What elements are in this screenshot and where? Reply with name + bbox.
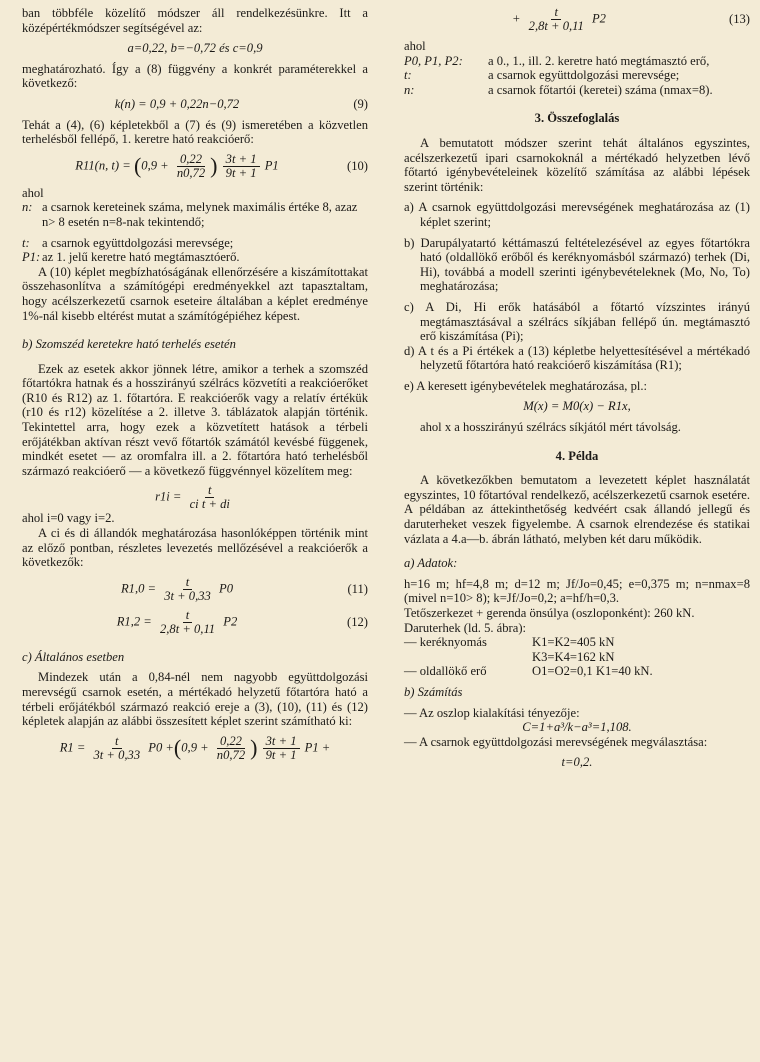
def-p-text: a 0., 1., ill. 2. keretre ható megtámasztó erő, <box>488 53 710 68</box>
eqr-den: ci t + di <box>189 497 230 512</box>
lateral-force-value: O1=O2=0,1 K1=40 kN. <box>532 664 653 679</box>
eq10-fraction-1 <box>174 153 208 180</box>
eqr-fraction <box>187 484 233 511</box>
calc-equation-1: C=1+a³/k−a³=1,108. <box>522 720 632 735</box>
def-p-symbols: P0, P1, P2: <box>404 53 463 68</box>
equation-12 <box>22 609 368 636</box>
paragraph-7: A ci és di állandók meghatározása hasonlóképpen történik mint az előző pontban, részletes levezetés mellőzésével a reakcióerők a következők: <box>22 526 368 570</box>
eq13-p1: P1 + <box>304 740 331 755</box>
right-column <box>404 6 750 770</box>
definitions-3 <box>404 54 750 98</box>
equation-11-number: (11) <box>347 582 368 597</box>
eq10-lhs: R11(n, t) = <box>75 158 134 173</box>
eq13-f2-den: n0,72 <box>216 747 246 762</box>
data-line-3: Daruterhek (ld. 5. ábra): <box>404 620 527 635</box>
eq12-lhs: R1,2 = <box>116 614 152 629</box>
data-line-1: h=16 m; hf=4,8 m; d=12 m; Jf/Jo=0,45; e=0,375 m; n=nmax=8 (mivel n=10> 8); k=Jf/Jo=0,2; a=hf/h=0,3. <box>404 576 750 606</box>
eq10-f2-num: 3t + 1 <box>223 153 260 167</box>
equation-10 <box>22 153 368 180</box>
paragraph-4: A (10) képlet megbízhatóságának ellenőrzésére a kiszámítottakat összehasonlítva a számítógépi eredményekkel azt tapasztaltam, hogy acélszerkezetű csarnok eseteire általában a képlet eredménye 1%-nál kisebb eltérést mutat a számítógépiéhez képest. <box>22 264 368 323</box>
equation-9-body: k(n) = 0,9 + 0,22n−0,72 <box>114 96 240 111</box>
eq13-f3-num: 3t + 1 <box>263 735 300 749</box>
eq13-f1-num: t <box>112 735 122 749</box>
def-n2-text: a csarnok főtartói (keretei) száma (nmax=8). <box>488 82 713 97</box>
eq13-const: 0,9 + <box>181 740 209 755</box>
paragraph-6: ahol i=0 vagy i=2. <box>22 511 115 526</box>
paragraph-9: A bemutatott módszer szerint tehát általános egyszintes, acélszerkezetű ipari csarnokoknál a mértékadó helyzetben lévő főtartó igénybevételeinek közelítő számítása az alábbi lépések szerint történik: <box>404 135 750 194</box>
equation-9 <box>22 97 368 112</box>
paragraph-3: Tehát a (4), (6) képletekből a (7) és (9) ismeretében a közvetlen terhelésből fellépő, 1. keretre ható reakcióerő: <box>22 117 368 147</box>
section-b-heading: b) Szomszéd keretekre ható terhelés esetén <box>22 337 236 352</box>
def-t-symbol: t: <box>22 235 30 250</box>
paragraph-5: Ezek az esetek akkor jönnek létre, amikor a terhek a szomszéd főtartókra hatnak és a hosszirányú szélrács közvetíti a reakcióerőket (R10 és R12) az 1. főtartóra. E reakcióerők vagy a relatív értékük (r10 és r12) közelítése a 2. illetve 3. táblázatok alapján történik. Tekintettel arra, hogy ezek a közvetített hatások a térbeli erőjátékban aktívan részt vevő főtartók számától kevésbé függenek, mindkét esetet — az oromfalra ill. a 2. főtartóra ható terhelésből származó reakcióerő — a következő függvénnyel közelítem meg: <box>22 361 368 478</box>
eq10-f1-den: n0,72 <box>176 165 206 180</box>
wheel-load-label: — keréknyomás <box>404 635 487 650</box>
section-3-heading: 3. Összefoglalás <box>534 111 620 126</box>
wheel-load-value-2: K3=K4=162 kN <box>532 649 615 664</box>
eq13-f1-den: 3t + 0,33 <box>93 747 141 762</box>
where-label-1: ahol <box>22 185 44 200</box>
eq11-den: 3t + 0,33 <box>164 588 211 603</box>
list-item-a: a) A csarnok együttdolgozási merevségének meghatározása az (1) képlet szerint; <box>404 200 750 229</box>
def-n-text: a csarnok kereteinek száma, melynek maximális értéke 8, azaz n> 8 esetén n=8-nak tekintendő; <box>42 200 358 229</box>
data-line-2: Tetőszerkezet + gerenda önsúlya (oszloponként): 260 kN. <box>404 606 695 620</box>
calc-line-2: — A csarnok együttdolgozási merevségének megválasztása: <box>404 734 708 749</box>
equation-13-part-2 <box>404 6 750 33</box>
eq13-lhs: R1 = <box>59 740 86 755</box>
eq10-fraction-2 <box>223 153 260 180</box>
def-p1-symbol: P1: <box>22 250 41 265</box>
equation-11 <box>22 576 368 603</box>
eq12-rhs: P2 <box>223 614 238 629</box>
equation-12-number: (12) <box>347 615 368 630</box>
eq13b-plus: + <box>512 11 521 26</box>
eq13b-fraction <box>526 6 587 33</box>
eq11-fraction <box>161 576 214 603</box>
eq10-rhs: P1 <box>264 158 279 173</box>
eqr-num: t <box>205 484 215 498</box>
lateral-force-label: — oldallökő erő <box>404 664 487 679</box>
eq12-den: 2,8t + 0,11 <box>159 621 216 636</box>
paragraph-2: meghatározható. Így a (8) függvény a konkrét paraméterekkel a következő: <box>22 61 368 91</box>
list-item-e: e) A keresett igénybevételek meghatározása, pl.: <box>404 378 648 393</box>
eq11-num: t <box>183 576 193 590</box>
def-t-text: a csarnok együttdolgozási merevsége; <box>42 235 234 250</box>
equation-13-body: R1 = $\frac{t}{3t + 0,33}$ P0 +(0,9 + $\frac{0,22}{n0,72}$ ) $\frac{3t + 1}{9t + 1}$ P1 + <box>59 733 331 762</box>
paragraph-1: ban többféle közelítő módszer áll rendelkezésünkre. Itt a középértékmódszer segítségével az: <box>22 6 368 35</box>
eq13-fraction-3 <box>263 735 300 762</box>
definitions-2 <box>22 236 368 265</box>
eq12-num: t <box>183 609 193 623</box>
eq13b-num: t <box>551 6 561 20</box>
crane-loads <box>404 635 750 679</box>
def-n-symbol: n: <box>22 200 33 215</box>
equation-9-number: (9) <box>353 96 368 111</box>
section-b2-heading: b) Számítás <box>404 684 463 699</box>
calc-line-1: — Az oszlop kialakítási tényezője: <box>404 705 580 720</box>
calc-equation-2: t=0,2. <box>561 755 593 770</box>
eq13-f2-num: 0,22 <box>217 735 245 749</box>
eq10-const: 0,9 + <box>141 158 169 173</box>
equation-r <box>22 484 368 511</box>
equation-params: a=0,22, b=−0,72 és c=0,9 <box>127 41 263 56</box>
section-4-heading: 4. Példa <box>555 448 599 463</box>
section-c-heading: c) Általános esetben <box>22 649 125 664</box>
def-t2-text: a csarnok együttdolgozási merevsége; <box>488 68 680 83</box>
definitions-1 <box>22 200 368 229</box>
def-n2-symbol: n: <box>404 82 415 97</box>
list-item-b: b) Darupályatartó kéttámaszú feltételezésével az egyes főtartókra ható (oldallökő erőből és keréknyomásból származó) terhek (Di, Hi), továbbá a modell szerinti igénybevételeknek (Mo, No, To) meghatározása; <box>404 235 750 294</box>
equation-11-body <box>22 576 332 603</box>
where-label-2: ahol <box>404 39 426 53</box>
def-p1-text: az 1. jelű keretre ható megtámasztóerő. <box>42 250 240 265</box>
eq13-fraction-1 <box>90 735 143 762</box>
eqr-lhs: r1i = <box>155 489 182 504</box>
eq13b-rhs: P2 <box>591 11 606 26</box>
equation-13-part-1 <box>22 735 368 762</box>
section-a2-heading: a) Adatok: <box>404 556 458 571</box>
paragraph-10: ahol x a hosszirányú szélrács síkjától mért távolság. <box>420 420 681 435</box>
paragraph-8: Mindezek után a 0,84-nél nem nagyobb együttdolgozási merevségű csarnok esetén, a mértékadó helyzetű főtartóra ható a térbeli erőjátékból származó reakció ereje a (3), (10), (11) és (12) képletek alapján az alábbi összesített képlet szerint számítható ki: <box>22 670 368 729</box>
paragraph-11: A következőkben bemutatom a levezetett képlet használatát egyszintes, 10 főtartóval rendelkező, acélszerkezetű csarnok esetére. A példában az áttekinthetőség kedvéért csak állandó jellegű és daruterheket veszek figyelembe. A csarnok elrendezése és statikai vázlata a 4.a—b. ábrán látható, melyben két daru működik. <box>404 473 750 546</box>
list-item-c: c) A Di, Hi erők hatásából a főtartó vízszintes irányú megtámasztásával a szélrács síkjában fellépő ún. megtámasztó erő kiszámítása (Pi); <box>404 299 750 344</box>
wheel-load-value-1: K1=K2=405 kN <box>532 635 615 650</box>
left-column <box>22 6 368 762</box>
equation-12-body <box>22 609 332 636</box>
eq11-rhs: P0 <box>219 581 234 596</box>
eq13b-den: 2,8t + 0,11 <box>528 19 584 33</box>
list-item-d: d) A t és a Pi értékek a (13) képletbe helyettesítésével a mértékadó helyzetű főtartóra ható reakcióerő kiszámítása (R1); <box>404 343 750 373</box>
eq10-f2-den: 9t + 1 <box>225 165 257 180</box>
equation-10-number: (10) <box>347 158 368 173</box>
eq10-f1-num: 0,22 <box>177 153 205 167</box>
equation-m: M(x) = M0(x) − R1x, <box>523 399 631 414</box>
equation-13b-body <box>404 6 714 33</box>
equation-10-body: R11(n, t) = (0,9 + $\frac{0,22}{n0,72}$ ) $\frac{3t + 1}{9t + 1}$ P1 <box>75 151 279 180</box>
eq13-p0: P0 + <box>148 740 174 755</box>
eq13-f3-den: 9t + 1 <box>265 747 297 762</box>
def-t2-symbol: t: <box>404 68 412 83</box>
equation-r-body <box>22 484 368 511</box>
eq12-fraction <box>157 609 218 636</box>
eq11-lhs: R1,0 = <box>120 581 157 596</box>
eq13-fraction-2 <box>214 735 248 762</box>
equation-13-number: (13) <box>729 12 750 27</box>
